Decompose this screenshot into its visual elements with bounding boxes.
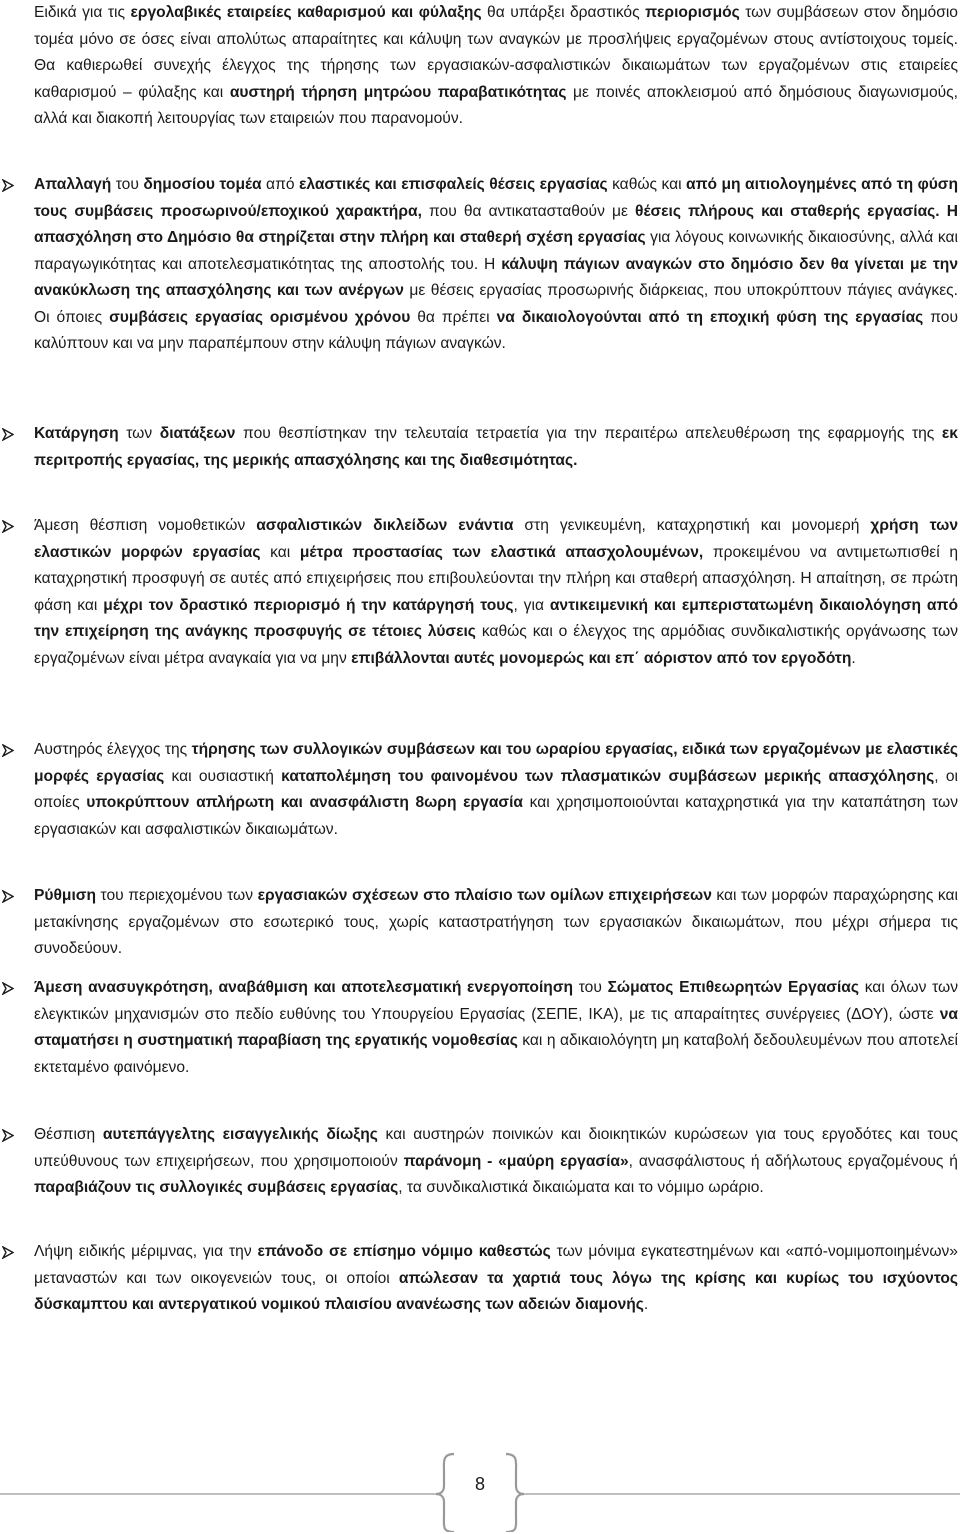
bold-text: μέχρι τον δραστικό περιορισμό ή την κατάργησή τους: [103, 596, 514, 614]
text: που θεσπίστηκαν την τελευταία τετραετία για την περαιτέρω απελευθέρωση της εφαρμογής της: [235, 425, 942, 442]
bold-text: εκ περιτροπής εργασίας, της μερικής απασχόλησης και της διαθεσιμότητας.: [34, 425, 958, 469]
arrow-bullet-icon: [2, 1122, 16, 1148]
bold-text: εργασιακών σχέσεων στο πλαίσιο των ομίλων επιχειρήσεων: [257, 887, 712, 904]
text: [940, 203, 947, 220]
bold-text: Άμεση ανασυγκρότηση, αναβάθμιση και αποτελεσματική ενεργοποίηση: [34, 979, 574, 996]
bold-text: περιορισμός: [645, 4, 740, 21]
text: , για: [513, 596, 550, 614]
arrow-bullet-icon: [2, 172, 16, 198]
arrow-bullet-icon: [2, 513, 16, 539]
text: θα πρέπει: [410, 308, 497, 326]
bold-text: Η απασχόληση στο Δημόσιο θα στηρίζεται στην πλήρη και σταθερή σχέση εργασίας: [34, 202, 958, 246]
paragraph: [0, 0, 960, 133]
bold-text: Απαλλαγή: [34, 176, 112, 193]
bold-text: ασφαλιστικών δικλείδων ενάντια: [256, 517, 514, 534]
bold-text: παραβιάζουν τις συλλογικές συμβάσεις εργασίας: [34, 1179, 399, 1196]
text: , οι οποίες: [34, 767, 959, 811]
bold-text: Σώματος Επιθεωρητών Εργασίας: [607, 979, 859, 996]
text: Αυστηρός έλεγχος της: [34, 741, 192, 758]
bold-text: παράνομη - «μαύρη εργασία»: [403, 1152, 629, 1170]
bold-text: Ρύθμιση: [34, 887, 96, 904]
text: , ανασφάλιστους ή αδήλωτους εργαζομένους ή: [628, 1152, 958, 1170]
text: Ειδικά για τις: [34, 4, 131, 21]
bold-text: χρήση των ελαστικών μορφών εργασίας: [34, 517, 958, 561]
text: του περιεχομένου των: [95, 887, 258, 904]
text: από: [261, 176, 299, 193]
bold-text: θέσεις πλήρους και σταθερής εργασίας.: [635, 202, 940, 220]
text: και η αδικαιολόγητη μη καταβολή δεδουλευμένων που αποτελεί εκτεταμένο φαινόμενο.: [34, 1032, 958, 1076]
arrow-bullet-icon: [2, 975, 16, 1001]
bold-text: ελαστικές και επισφαλείς θέσεις εργασίας: [298, 176, 608, 193]
text: των μόνιμα εγκατεστημένων και «από-νομιμοποιημένων» μεταναστών και των οικογενειών τους, οι οποίοι: [34, 1243, 958, 1287]
bold-text: απώλεσαν τα χαρτιά τους λόγω της κρίσης και κυρίως του ισχύοντος δύσκαμπτου και αντεργατικού νομικού πλαισίου ανανέωσης των αδειών διαμονής: [34, 1269, 958, 1313]
bold-text: να δικαιολογούνται από τη εποχική φύση της εργασίας: [496, 308, 924, 326]
text: προκειμένου να αντιμετωπισθεί η καταχρηστική προσφυγή σε αυτές από επιχειρήσεις που επιβουλεύονται την πλήρη και σταθερή απασχόληση. Η απαίτηση, σε πρώτη φάση και: [34, 543, 958, 614]
text: με ποινές αποκλεισμού από δημόσιους διαγωνισμούς, αλλά και διακοπή λειτουργίας των εταιρειών που παρανομούν.: [34, 83, 958, 127]
bullet-paragraph: [0, 1122, 960, 1202]
text: Άμεση θέσπιση νομοθετικών: [34, 517, 257, 534]
text: καθώς και: [607, 176, 687, 193]
bold-text: κάλυψη πάγιων αναγκών στο δημόσιο δεν θα γίνεται με την ανακύκλωση της απασχόλησης και των ανέργων: [34, 255, 958, 299]
text: των: [118, 425, 160, 442]
text: στη γενικευμένη, καταχρηστική και μονομερή: [513, 517, 871, 534]
bold-text: επιβάλλονται αυτές μονομερώς και επ΄ αόριστον από τον εργοδότη: [351, 649, 852, 667]
text: και αυστηρών ποινικών και διοικητικών κυρώσεων για τους εργοδότες και τους υπεύθυνους των επιχειρήσεων, που χρησιμοποιούν: [34, 1126, 959, 1170]
bold-text: συμβάσεις εργασίας ορισμένου χρόνου: [109, 308, 411, 326]
bullet-paragraph: [0, 1239, 960, 1319]
bullet-paragraph: [0, 513, 960, 672]
text: καθώς και ο έλεγχος της αρμόδιας συνδικαλιστικής οργάνωσης των εργαζομένων είναι μέτρα αναγκαία για να μην: [34, 623, 959, 667]
bold-text: καταπολέμηση του φαινομένου των πλασματικών συμβάσεων μερικής απασχόλησης: [281, 767, 935, 785]
text: για λόγους κοινωνικής δικαιοσύνης, αλλά και παραγωγικότητας και αποτελεσματικότητας της αποστολής του. Η: [34, 229, 958, 273]
bold-text: αντικειμενική και εμπεριστατωμένη δικαιολόγηση από την επιχείρηση της ανάγκης προσφυγής σε τέτοιες λύσεις: [34, 596, 958, 640]
bold-text: από μη αιτιολογημένες από τη φύση τους συμβάσεις προσωρινού/εποχικού χαρακτήρα,: [34, 176, 958, 220]
text: με θέσεις εργασίας προσωρινής διάρκειας, που υποκρύπτουν πάγιες ανάγκες. Οι όποιες: [34, 282, 959, 326]
text: του: [111, 176, 144, 193]
text: και ουσιαστική: [164, 767, 282, 785]
bold-text: επάνοδο σε επίσημο νόμιμο καθεστώς: [257, 1243, 551, 1260]
bold-text: Κατάργηση: [34, 425, 119, 442]
page-number: 8: [474, 1474, 485, 1494]
bullet-paragraph: [0, 975, 960, 1081]
text: .: [643, 1296, 649, 1313]
text: .: [851, 649, 856, 667]
bold-text: εργολαβικές εταιρείες καθαρισμού και φύλαξης: [130, 4, 482, 21]
text: και χρησιμοποιούνται καταχρηστικά για την καταπάτηση των εργασιακών και ασφαλιστικών δικαιωμάτων.: [34, 794, 958, 838]
bullet-paragraph: [0, 421, 960, 474]
text: , τα συνδικαλιστικά δικαιώματα και το νόμιμο ωράριο.: [398, 1179, 764, 1196]
text: θα υπάρξει δραστικός: [481, 4, 646, 21]
bullet-paragraph: [0, 172, 960, 358]
bold-text: τήρησης των συλλογικών συμβάσεων και του ωραρίου εργασίας, ειδικά των εργαζομένων με ελαστικές μορφές εργασίας: [34, 741, 958, 785]
bold-text: υποκρύπτουν απλήρωτη και ανασφάλιστη 8ωρη εργασία: [86, 794, 523, 811]
bold-text: δημοσίου τομέα: [143, 176, 262, 193]
bullet-paragraph: [0, 737, 960, 843]
text: και: [260, 543, 300, 561]
arrow-bullet-icon: [2, 1239, 16, 1265]
text: και όλων των ελεγκτικών μηχανισμών στο πεδίο ευθύνης του Υπουργείου Εργασίας (ΣΕΠΕ, ΙΚΑ), με τις απαραίτητες συνέργειες (ΔΟΥ), ώστε: [34, 979, 958, 1023]
bold-text: αυστηρή τήρηση μητρώου παραβατικότητας: [229, 83, 567, 101]
bold-text: αυτεπάγγελτης εισαγγελικής δίωξης: [102, 1126, 378, 1143]
bold-text: να σταματήσει η συστηματική παραβίαση της εργατικής νομοθεσίας: [34, 1005, 958, 1049]
text: που θα αντικατασταθούν με: [421, 202, 636, 220]
text: του: [573, 979, 608, 996]
bold-text: μέτρα προστασίας των ελαστικά απασχολουμένων,: [299, 543, 704, 561]
arrow-bullet-icon: [2, 421, 16, 447]
arrow-bullet-icon: [2, 737, 16, 763]
text: Λήψη ειδικής μέριμνας, για την: [34, 1243, 258, 1260]
arrow-bullet-icon: [2, 883, 16, 909]
text: των συμβάσεων στον δημόσιο τομέα μόνο σε όσες είναι απολύτως απαραίτητες και κάλυψη των αναγκών με προσλήψεις εργαζομένων στους αντίστοιχους τομείς. Θα καθιερωθεί συνεχής έλεγχος της τήρησης των εργασιακών-ασφαλιστικών δικαιωμάτων των εργαζομένων στις εταιρείες καθαρισμού – φύλαξης και: [34, 4, 958, 101]
text: που καλύπτουν και να μην παραπέμπουν στην κάλυψη πάγιων αναγκών.: [34, 308, 958, 352]
text: Θέσπιση: [34, 1126, 103, 1143]
bold-text: διατάξεων: [159, 425, 236, 442]
bullet-paragraph: [0, 883, 960, 963]
text: και των μορφών παραχώρησης και μετακίνησης εργαζομένων στο εσωτερικό τους, χωρίς καταστρατήγηση των εργασιακών δικαιωμάτων, που μέχρι σήμερα τις συνοδεύουν.: [34, 887, 958, 957]
